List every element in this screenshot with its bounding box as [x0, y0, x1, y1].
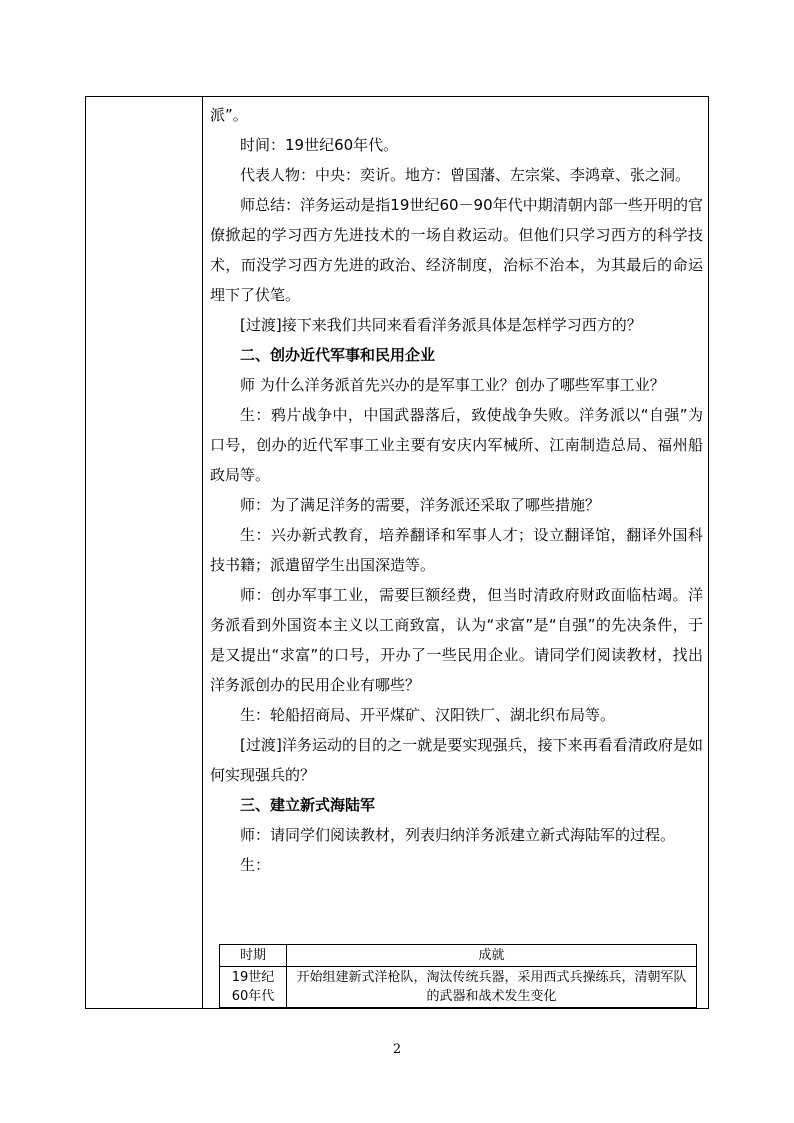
table-header-period: 时期	[220, 945, 287, 967]
line-6: 师 为什么洋务派首先兴办的是军事工业？创办了哪些军事工业？	[240, 376, 665, 394]
transition-2: [过渡]洋务运动的目的之一就是要实现强兵，接下来再看看清政府是如何实现强兵的？	[210, 736, 703, 784]
lesson-content	[210, 100, 703, 880]
line-14: 师：请同学们阅读教材，列表归纳洋务派建立新式海陆军的过程。	[240, 826, 676, 844]
line-2: 代表人物：中央：奕䜣。地方：曾国藩、左宗棠、李鸿章、张之洞。	[240, 166, 691, 184]
line-8: 师：为了满足洋务的需要，洋务派还采取了哪些措施？	[240, 496, 601, 514]
navy-army-table	[219, 944, 697, 1008]
table-cell-achievement: 开始组建新式洋枪队，淘汰传统兵器，采用西式兵操练兵，清朝军队的武器和战术发生变化	[287, 967, 697, 1008]
line-9: 生：兴办新式教育，培养翻译和军事人才；设立翻译馆，翻译外国科技书籍；派遣留学生出国深造等。	[210, 526, 703, 574]
table-cell-period: 19世纪60年代	[220, 967, 287, 1008]
line-10: 师：创办军事工业，需要巨额经费，但当时清政府财政面临枯竭。洋务派看到外国资本主义以工商致富，认为“求富”是“自强”的先决条件，于是又提出“求富”的口号，开办了一些民用企业。请同学们阅读教材，找出洋务派创办的民用企业有哪些？	[210, 586, 703, 694]
section-heading-2: 二、创办近代军事和民用企业	[240, 346, 436, 364]
line-11: 生：轮船招商局、开平煤矿、汉阳铁厂、湖北织布局等。	[240, 706, 616, 724]
section-heading-3: 三、建立新式海陆军	[240, 796, 376, 814]
table-header-row	[220, 945, 697, 967]
column-divider	[202, 96, 203, 1009]
table-row	[220, 967, 697, 1008]
line-3: 师总结：洋务运动是指19世纪60－90年代中期清朝内部一些开明的官僚掀起的学习西方先进技术的一场自救运动。但他们只学习西方的科学技术，而没学习西方先进的政治、经济制度，治标不治本，为其最后的命运埋下了伏笔。	[210, 196, 703, 304]
line-7: 生：鸦片战争中，中国武器落后，致使战争失败。洋务派以“自强”为口号，创办的近代军事工业主要有安庆内军械所、江南制造总局、福州船政局等。	[210, 406, 703, 484]
line-0: 派”。	[210, 106, 248, 124]
line-1: 时间：19世纪60年代。	[240, 136, 399, 154]
table-header-achievement: 成就	[287, 945, 697, 967]
transition-1: [过渡]接下来我们共同来看看洋务派具体是怎样学习西方的？	[240, 316, 642, 334]
page-number: 2	[392, 1042, 402, 1057]
line-15: 生：	[240, 856, 271, 874]
